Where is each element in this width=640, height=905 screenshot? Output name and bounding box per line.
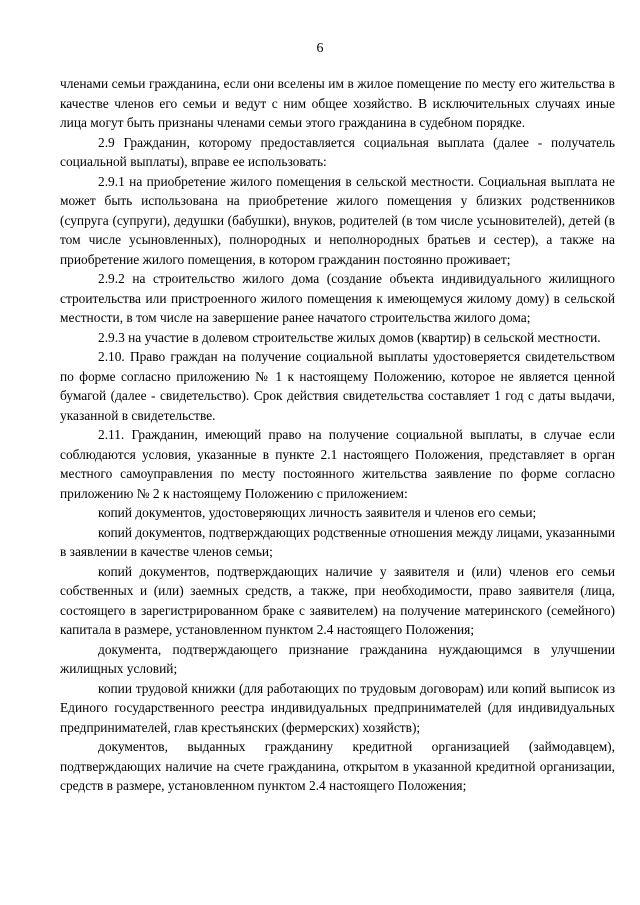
paragraph: 2.9.1 на приобретение жилого помещения в сельской местности. Социальная выплата не может быть использована на приобретение жилого помещения у близких родственников (супруга (супруги), дедушки (бабушки), внуков, родителей (в том числе усыновителей), детей (в том числе усыновленных), полнородных и неполнородных братьев и сестер), а также на приобретение жилого помещения, в котором гражданин постоянно проживает;	[60, 173, 615, 267]
list-item: копий документов, подтверждающих наличие у заявителя и (или) членов его семьи собственных и (или) заемных средств, а также, при необходимости, право заявителя (лица, состоящего в зарегистрированном браке с заявителем) на получение материнского (семейного) капитала в размере, установленном пунктом 2.4 настоящего Положения;	[60, 563, 615, 637]
list-item: документов, выданных гражданину кредитной организацией (займодавцем), подтверждающих наличие на счете гражданина, открытом в указанной кредитной организации, средств в размере, установленном пунктом 2.4 настоящего Положения;	[60, 739, 615, 793]
body-text	[60, 74, 615, 796]
paragraph: 2.9 Гражданин, которому предоставляется социальная выплата (далее - получатель социальной выплаты), вправе ее использовать:	[60, 134, 615, 169]
page-number: 6	[316, 41, 324, 56]
paragraph: членами семьи гражданина, если они вселены им в жилое помещение по месту его жительства в качестве членов его семьи и ведут с ним общее хозяйство. В исключительных случаях иные лица могут быть признаны членами семьи этого гражданина в судебном порядке.	[60, 76, 615, 130]
paragraph: 2.10. Право граждан на получение социальной выплаты удостоверяется свидетельством по форме согласно приложению № 1 к настоящему Положению, которое не является ценной бумагой (далее - свидетельство). Срок действия свидетельства составляет 1 год с даты выдачи, указанной в свидетельстве.	[60, 349, 615, 423]
list-item: документа, подтверждающего признание гражданина нуждающимся в улучшении жилищных условий;	[60, 641, 615, 676]
list-item: копий документов, удостоверяющих личность заявителя и членов его семьи;	[98, 505, 537, 520]
paragraph: 2.9.3 на участие в долевом строительстве жилых домов (квартир) в сельской местности.	[98, 329, 601, 345]
paragraph: 2.9.2 на строительство жилого дома (создание объекта индивидуального жилищного строительства или пристроенного жилого помещения к имеющемуся жилому дому) в сельской местности, в том числе на завершение ранее начатого строительства жилого дома;	[60, 271, 615, 325]
paragraph: 2.11. Гражданин, имеющий право на получение социальной выплаты, в случае если соблюдаются условия, указанные в пункте 2.1 настоящего Положения, представляет в орган местного самоуправления по месту постоянного жительства заявление по форме согласно приложению № 2 к настоящему Положению с приложением:	[60, 427, 615, 501]
list-item: копий документов, подтверждающих родственные отношения между лицами, указанными в заявлении в качестве членов семьи;	[60, 524, 615, 559]
list-item: копии трудовой книжки (для работающих по трудовым договорам) или копий выписок из Единого государственного реестра индивидуальных предпринимателей (для индивидуальных предпринимателей, глав крестьянских (фермерских) хозяйств);	[60, 680, 615, 735]
